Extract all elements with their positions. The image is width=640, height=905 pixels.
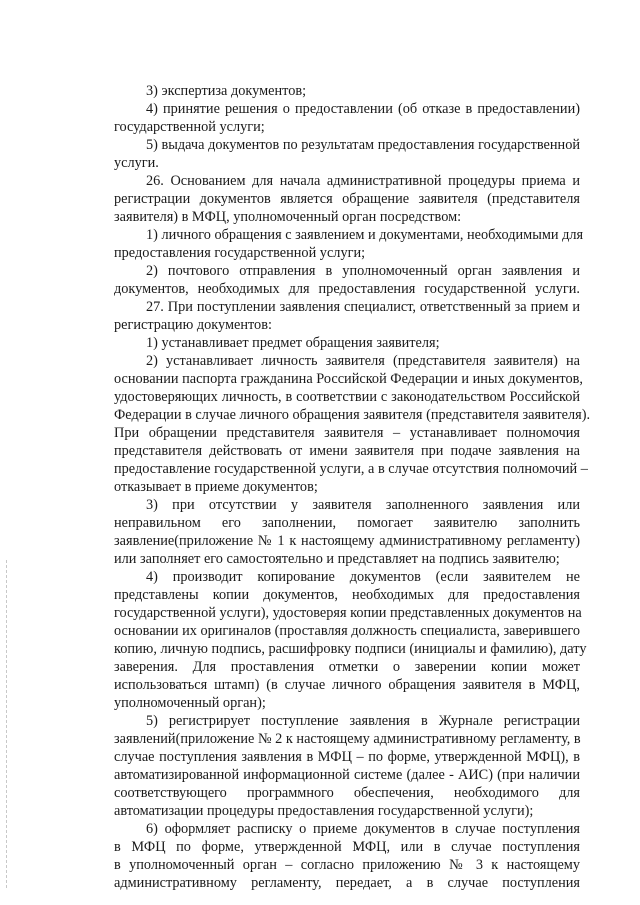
document-line: 5) регистрирует поступление заявления в Журнале регистрации: [146, 713, 580, 729]
document-line: автоматизации процедуры предоставления государственной услуги);: [114, 803, 534, 819]
document-line: регистрацию документов:: [114, 317, 272, 333]
document-line: 3) экспертиза документов;: [146, 83, 307, 99]
document-line: заявителя) в МФЦ, уполномоченный орган посредством:: [114, 209, 462, 225]
document-line: административному регламенту, передает, а в случае поступления: [114, 875, 580, 891]
document-line: Федерации в случае личного обращения заявителя (представителя заявителя).: [114, 407, 591, 423]
document-line: 5) выдача документов по результатам предоставления государственной: [146, 137, 580, 153]
document-line: удостоверяющих личность, в соответствии с законодательством Российской: [114, 389, 580, 405]
scan-edge-artifact: [6, 560, 7, 890]
document-line: представлены копии документов, необходимых для предоставления: [114, 587, 580, 603]
document-line: неправильном его заполнении, помогает заявителю заполнить: [114, 515, 580, 531]
document-line: 1) личного обращения с заявлением и документами, необходимыми для: [146, 227, 584, 243]
document-line: или заполняет его самостоятельно и представляет на подпись заявителю;: [114, 551, 560, 567]
document-line: регистрации документов является обращение заявителя (представителя: [114, 191, 580, 207]
document-line: уполномоченный орган);: [114, 695, 266, 711]
document-line: основании паспорта гражданина Российской Федерации и иных документов,: [114, 371, 583, 387]
document-line: 2) почтового отправления в уполномоченный орган заявления и: [146, 263, 580, 279]
document-line: автоматизированной информационной системе (далее - АИС) (при наличии: [114, 767, 580, 783]
document-line: в уполномоченный орган – согласно приложению № 3 к настоящему: [114, 857, 580, 873]
document-line: государственной услуги;: [114, 119, 265, 135]
document-line: отказывает в приеме документов;: [114, 479, 318, 495]
document-line: основании их оригиналов (проставляя должность специалиста, заверившего: [114, 623, 581, 639]
document-line: государственной услуги), удостоверяя копии представленных документов на: [114, 605, 582, 621]
document-line: соответствующего программного обеспечения, необходимого для: [114, 785, 580, 801]
document-line: в МФЦ по форме, утвержденной МФЦ, или в случае поступления: [114, 839, 580, 855]
document-line: 27. При поступлении заявления специалист, ответственный за прием и: [146, 299, 580, 315]
document-line: документов, необходимых для предоставления государственной услуги.: [114, 281, 580, 297]
document-line: 4) принятие решения о предоставлении (об отказе в предоставлении): [146, 101, 580, 117]
document-line: использоваться штамп) (в случае личного обращения заявителя в МФЦ,: [114, 677, 580, 693]
document-line: 3) при отсутствии у заявителя заполненного заявления или: [146, 497, 580, 513]
document-line: копию, личную подпись, расшифровку подписи (инициалы и фамилию), дату: [114, 641, 587, 657]
document-line: При обращении представителя заявителя – устанавливает полномочия: [114, 425, 580, 441]
document-line: 6) оформляет расписку о приеме документов в случае поступления: [146, 821, 580, 837]
document-body: [114, 82, 591, 892]
document-line: предоставления государственной услуги;: [114, 245, 366, 261]
document-line: представителя действовать от имени заявителя при подаче заявления на: [114, 443, 580, 459]
document-line: 2) устанавливает личность заявителя (представителя заявителя) на: [146, 353, 580, 369]
document-line: заявление(приложение № 1 к настоящему административному регламенту): [114, 533, 580, 549]
document-line: случае поступления заявления в МФЦ – по форме, утвержденной МФЦ), в: [114, 749, 580, 765]
document-line: заверения. Для проставления отметки о заверении копии может: [114, 659, 580, 675]
document-line: заявлений(приложение № 2 к настоящему административному регламенту, в: [114, 731, 581, 747]
document-line: предоставление государственной услуги, а в случае отсутствия полномочий –: [114, 461, 588, 477]
document-line: услуги.: [114, 155, 159, 171]
document-line: 1) устанавливает предмет обращения заявителя;: [146, 335, 440, 351]
document-line: 4) производит копирование документов (если заявителем не: [146, 569, 580, 585]
document-line: 26. Основанием для начала административной процедуры приема и: [146, 173, 580, 189]
